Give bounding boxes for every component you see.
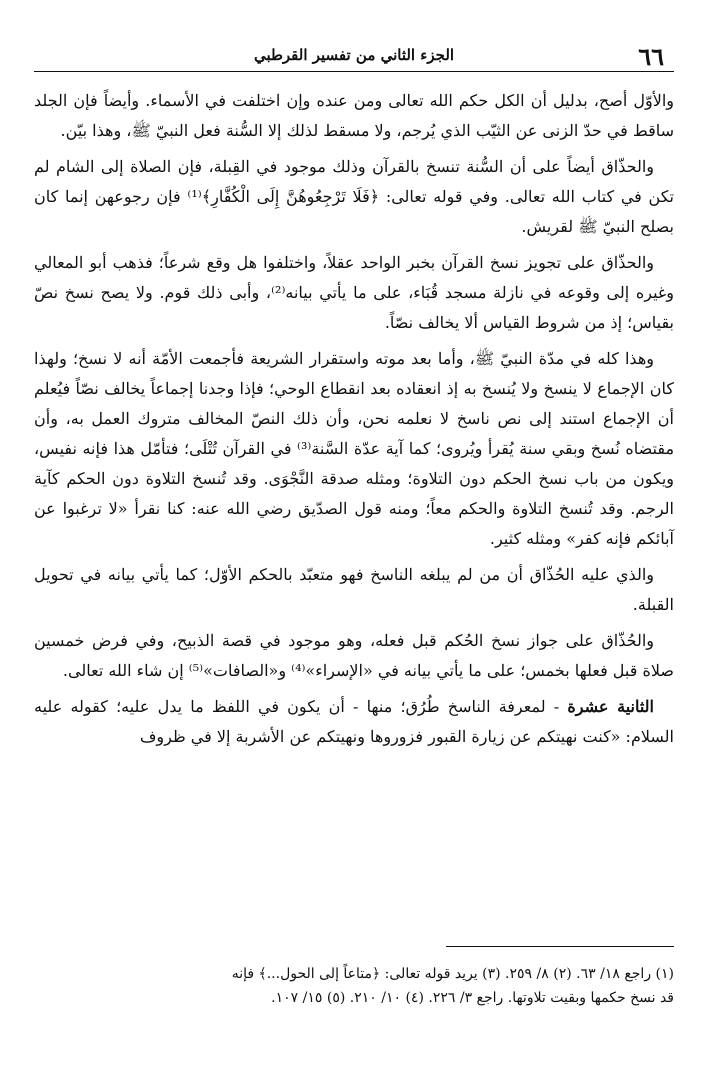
footnote-divider	[446, 946, 674, 947]
header-divider	[34, 71, 674, 72]
paragraph: والحذّاق أيضاً على أن السُّنة تنسخ بالقرآن وذلك موجود في القِبلة، فإن الصلاة إلى الشام لم تكن في كتاب الله تعالى. وفي قوله تعالى: ﴿فَلَا تَرْجِعُوهُنَّ إِلَى الْكُفَّارِ﴾⁽¹⁾ فإن رجوعهن إنما كان بصلح النبيّ ﷺ لقريش.	[34, 157, 675, 236]
running-title: الجزء الثاني من تفسير القرطبي	[253, 46, 455, 64]
paragraph: والحُذّاق على جواز نسخ الحُكم قبل فعله، وهو موجود في قصة الذبيح، وفي فرض خمسين صلاة قبل فعلها بخمس؛ على ما يأتي بيانه في «الإسراء»⁽⁴⁾ و«الصافات»⁽⁵⁾ إن شاء الله تعالى.	[34, 631, 674, 680]
paragraph-text: - لمعرفة الناسخ طُرُق؛ منها - أن يكون في اللفظ ما يدل عليه؛ كقوله عليه السلام: «كنت نهيتكم عن زيارة القبور فزوروها ونهيتكم عن الأشربة إلا في ظروف	[34, 697, 674, 746]
main-text	[34, 86, 674, 758]
paragraph	[34, 692, 674, 752]
paragraph: والحذّاق على تجويز نسخ القرآن بخبر الواحد عقلاً، واختلفوا هل وقع شرعاً؛ فذهب أبو المعالي وغيره إلى وقوعه في نازلة مسجد قُبَاء، على ما يأتي بيانه⁽²⁾، وأبى ذلك قوم. ولا يصح نسخ نصّ بقياس؛ إذ من شروط القياس ألا يخالف نصّاً.	[34, 253, 675, 332]
section-heading: الثانية عشرة	[567, 697, 654, 716]
footnote-line: قد نسخ حكمها وبقيت تلاوتها. راجع ٣/ ٢٢٦. (٤) ١٠/ ٢١٠. (٥) ١٥/ ١٠٧.	[271, 990, 674, 1006]
page-number: ٦٦	[638, 42, 664, 71]
paragraph: وهذا كله في مدّة النبيّ ﷺ، وأما بعد موته واستقرار الشريعة فأجمعت الأمّة أنه لا نسخ؛ ولهذا كان الإجماع لا ينسخ ولا يُنسخ به إذ انعقاده بعد انقطاع الوحي؛ فإذا وجدنا إجماعاً يخالف نصّاً فيُعلم أن الإجماع استند إلى نص ناسخ لا نعلمه نحن، وأن ذلك النصّ المخالف متروك العمل به، وأن مقتضاه نُسخ وبقي سنة يُقرأ ويُروى؛ كما آية عدّة السَّنة⁽³⁾ في القرآن تُتْلَى؛ فتأمّل هذا فإنه نفيس، ويكون من باب نسخ الحكم دون التلاوة؛ ومثله صدقة النَّجْوَى. وقد تُنسخ التلاوة دون الحكم كآية الرجم. وقد تُنسخ التلاوة والحكم معاً؛ ومنه قول الصدّيق رضي الله عنه: كنا نقرأ «لا ترغبوا عن آبائكم فإنه كفر» ومثله كثير.	[34, 349, 675, 548]
page-header	[34, 40, 674, 72]
paragraph: والذي عليه الحُذّاق أن من لم يبلغه الناسخ فهو متعبّد بالحكم الأوّل؛ كما يأتي بيانه في تحويل القبلة.	[34, 565, 674, 614]
paragraph: والأوّل أصح، بدليل أن الكل حكم الله تعالى ومن عنده وإن اختلفت في الأسماء. وأيضاً فإن الجلد ساقط في حدّ الزنى عن الثيّب الذي يُرجم، ولا مسقط لذلك إلا السُّنة فعل النبيّ ﷺ، وهذا بيّن.	[34, 91, 674, 140]
footnotes	[34, 962, 674, 1010]
footnote-line: (١) راجع ١٨/ ٦٣. (٢) ٨/ ٢٥٩. (٣) يريد قوله تعالى: ﴿متاعاً إلى الحول...﴾ فإنه	[231, 966, 674, 982]
